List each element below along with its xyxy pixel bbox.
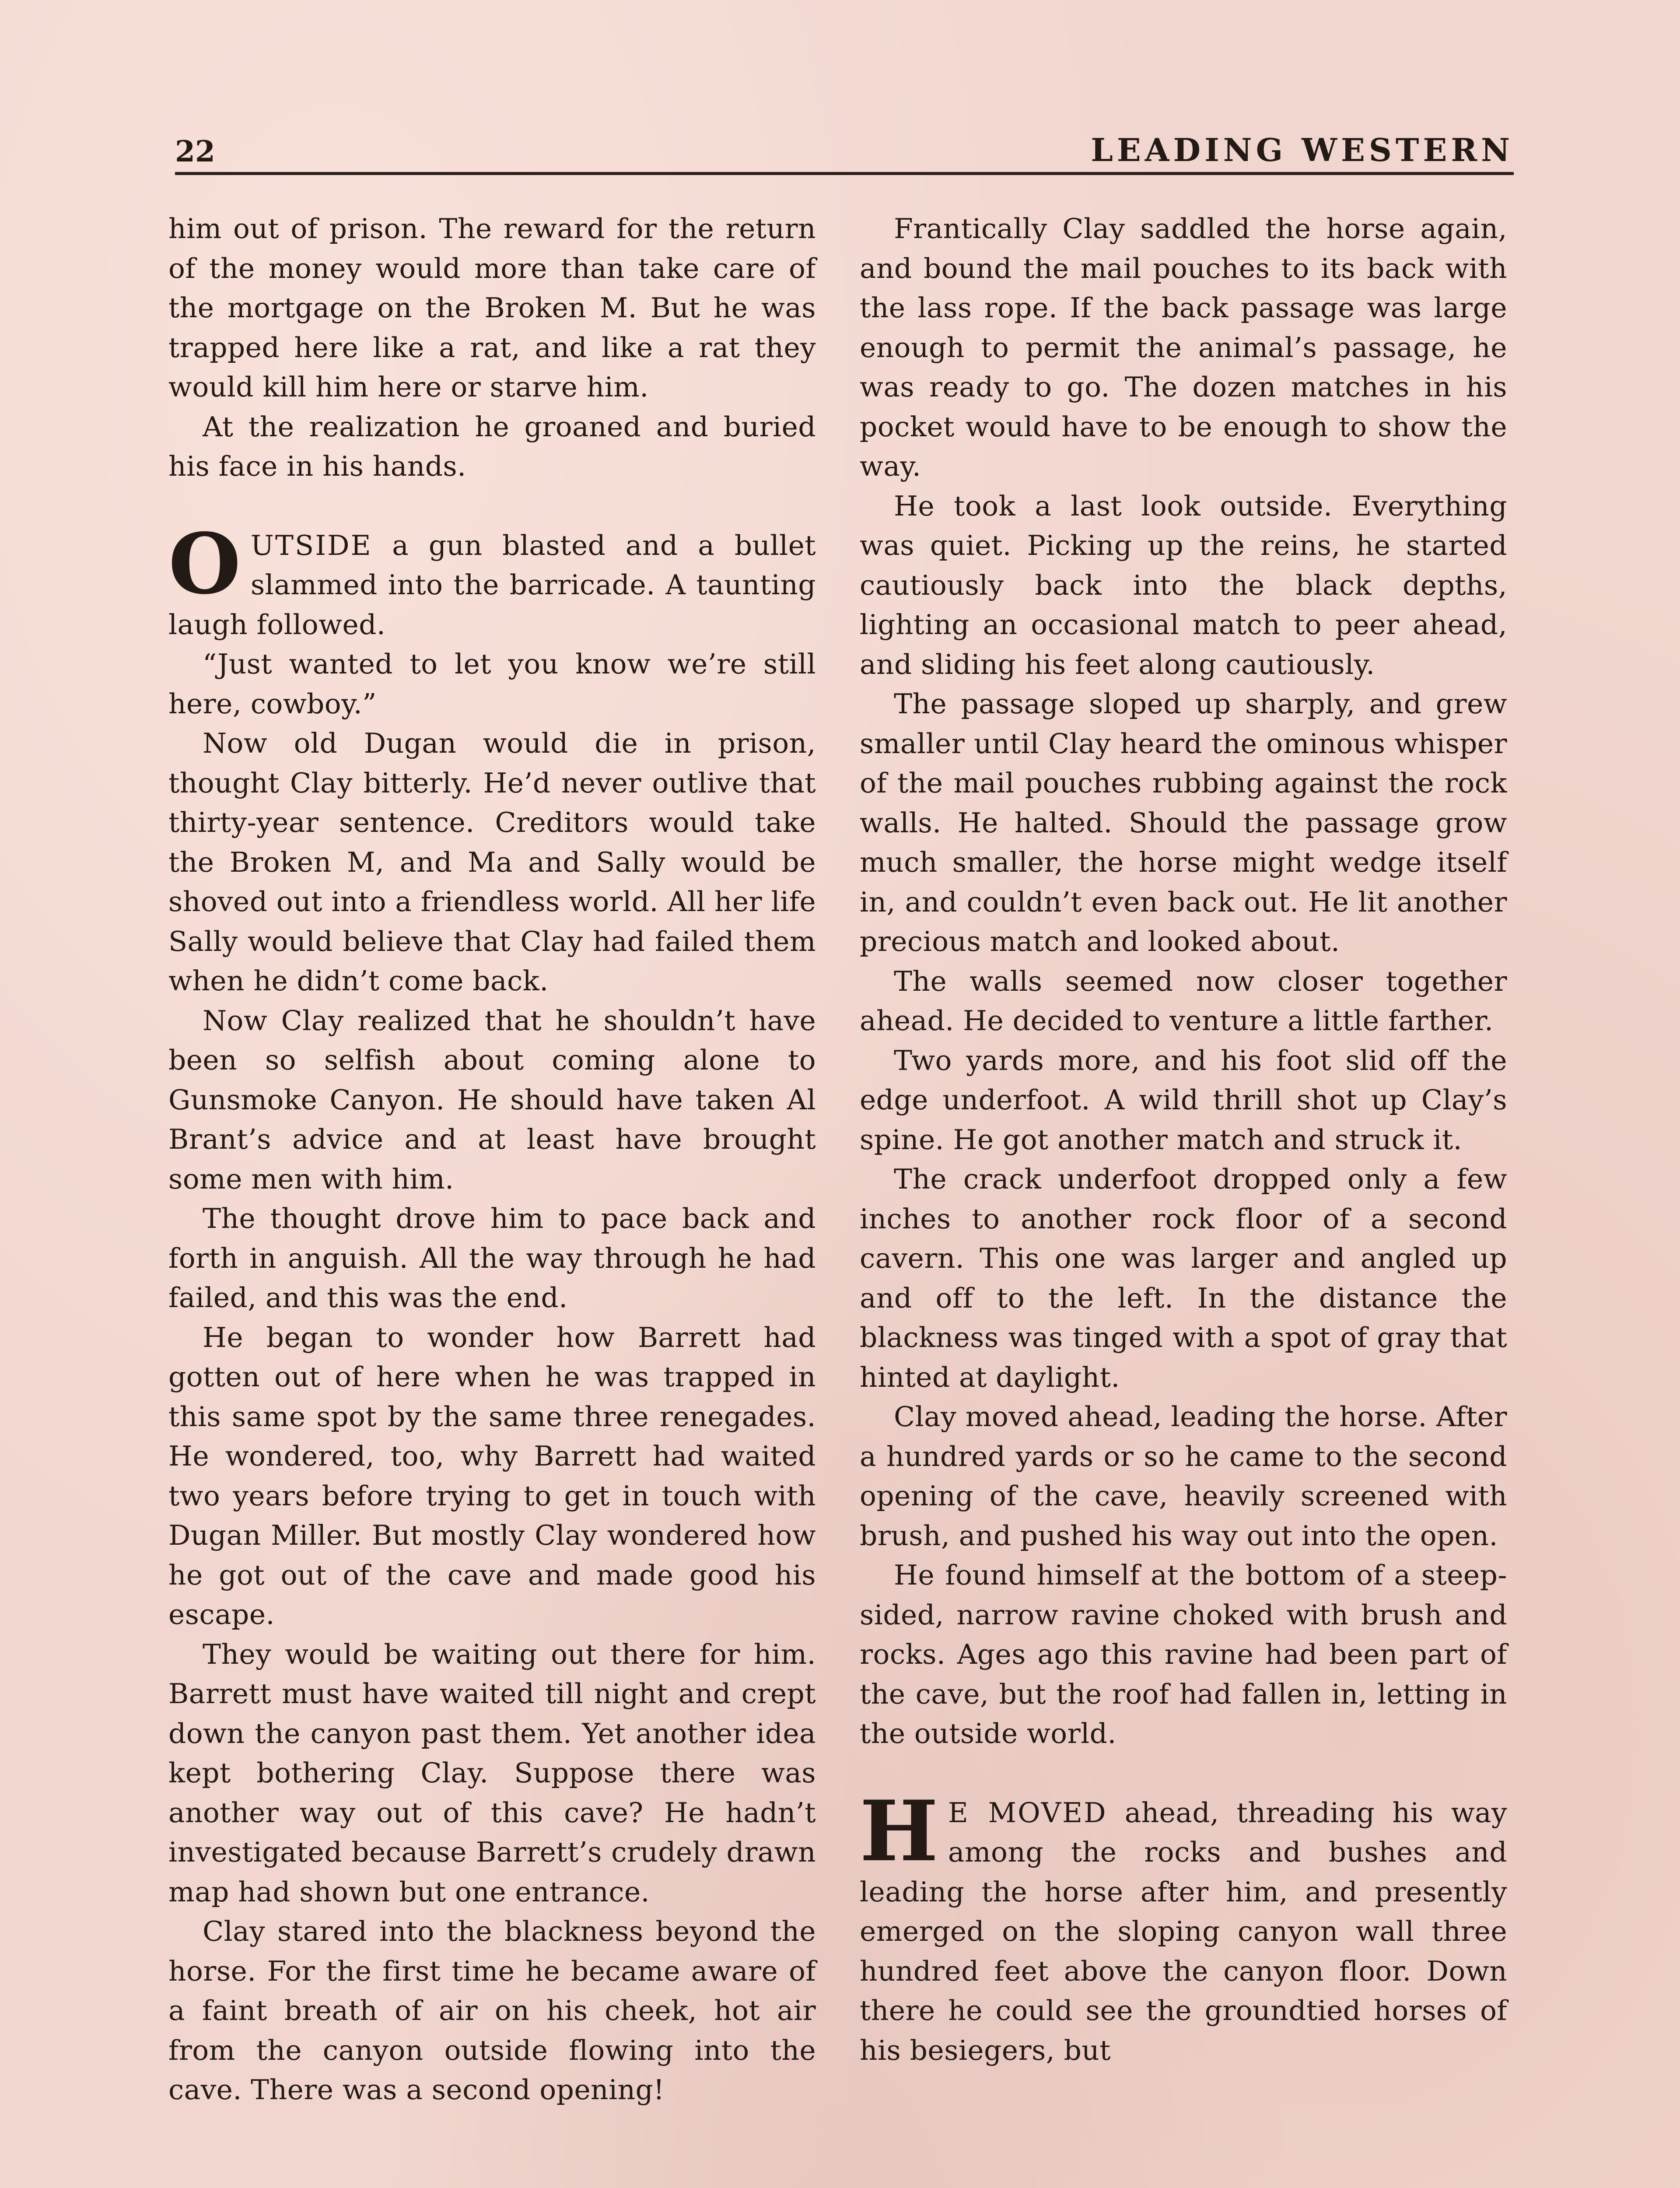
paragraph: He took a last look outside. Everything was quiet. Picking up the reins, he started cautiously back into the black depths, lighting an occasional match to peer ahead, and sliding his feet along cautiously.: [860, 490, 1507, 680]
paragraph: The crack underfoot dropped only a few inches to another rock floor of a second cavern. This one was larger and angled up and off to the left. In the distance the blackness was tinged with a spot of gray that hinted at daylight.: [860, 1163, 1507, 1393]
paragraph: The passage sloped up sharply, and grew smaller until Clay heard the ominous whisper of the mail pouches rubbing against the rock walls. He halted. Should the passage grow much smaller, the horse might wedge itself in, and couldn’t even back out. He lit another precious match and looked about.: [860, 688, 1507, 957]
lead-in-text: UTSIDE: [250, 529, 372, 561]
paragraph: him out of prison. The reward for the return of the money would more than take care of the mortgage on the Broken M. But he was trapped here like a rat, and like a rat they would kill him here or starve him.: [168, 213, 816, 403]
paragraph: They would be waiting out there for him. Barrett must have waited till night and crept down the canyon past them. Yet another idea kept bothering Clay. Suppose there was another way out of this cave? He hadn’t investigated because Barrett’s crudely drawn map had shown but one entrance.: [168, 1638, 816, 1908]
lead-in-text: E MOVED: [948, 1796, 1107, 1829]
page-number: 22: [175, 134, 215, 168]
paragraph-text: ahead, threading his way among the rocks and bushes and leading the horse after him, and presently emerged on the sloping canyon wall three hundred feet above the canyon floor. Down there he could see the groundtied horses of his besiegers, but: [860, 1796, 1507, 2066]
magazine-title: LEADING WESTERN: [1091, 131, 1514, 168]
page-header: [175, 127, 1514, 175]
paragraph: Clay stared into the blackness beyond the horse. For the first time he became aware of a faint breath of air on his cheek, hot air from the canyon outside flowing into the cave. There was a second opening!: [168, 1915, 816, 2106]
left-column: [168, 209, 816, 2110]
section-opening-paragraph: [860, 1782, 1507, 2071]
drop-cap: H: [860, 1782, 938, 1880]
paragraph: The thought drove him to pace back and forth in anguish. All the way through he had failed, and this was the end.: [168, 1203, 816, 1314]
paragraph: Frantically Clay saddled the horse again, and bound the mail pouches to its back with the lass rope. If the back passage was large enough to permit the animal’s passage, he was ready to go. The dozen matches in his pocket would have to be enough to show the way.: [860, 213, 1507, 482]
drop-cap: O: [168, 515, 241, 613]
paragraph: At the realization he groaned and buried his face in his hands.: [168, 410, 816, 482]
paragraph: The walls seemed now closer together ahead. He decided to venture a little farther.: [860, 965, 1507, 1037]
paragraph: Two yards more, and his foot slid off the edge underfoot. A wild thrill shot up Clay’s spine. He got another match and struck it.: [860, 1044, 1507, 1156]
paragraph: “Just wanted to let you know we’re still here, cowboy.”: [168, 648, 816, 720]
paragraph: Now Clay realized that he shouldn’t have been so selfish about coming alone to Gunsmoke Canyon. He should have taken Al Brant’s advice and at least have brought some men with him.: [168, 1004, 816, 1195]
paragraph-text: a gun blasted and a bullet slammed into the barricade. A taunting laugh followed.: [168, 529, 816, 641]
paragraph: He began to wonder how Barrett had gotten out of here when he was trapped in this same spot by the same three renegades. He wondered, too, why Barrett had waited two years before trying to get in touch with Dugan Miller. But mostly Clay wondered how he got out of the cave and made good his escape.: [168, 1321, 816, 1630]
paragraph: Clay moved ahead, leading the horse. After a hundred yards or so he came to the second opening of the cave, heavily screened with brush, and pushed his way out into the open.: [860, 1401, 1507, 1552]
paragraph: Now old Dugan would die in prison, thought Clay bitterly. He’d never outlive that thirty-year sentence. Creditors would take the Broken M, and Ma and Sally would be shoved out into a friendless world. All her life Sally would believe that Clay had failed them when he didn’t come back.: [168, 727, 816, 997]
section-opening-paragraph: [168, 515, 816, 645]
right-column: [860, 209, 1507, 2070]
paragraph: He found himself at the bottom of a steep-sided, narrow ravine choked with brush and rocks. Ages ago this ravine had been part of the cave, but the roof had fallen in, letting in the outside world.: [860, 1559, 1507, 1750]
